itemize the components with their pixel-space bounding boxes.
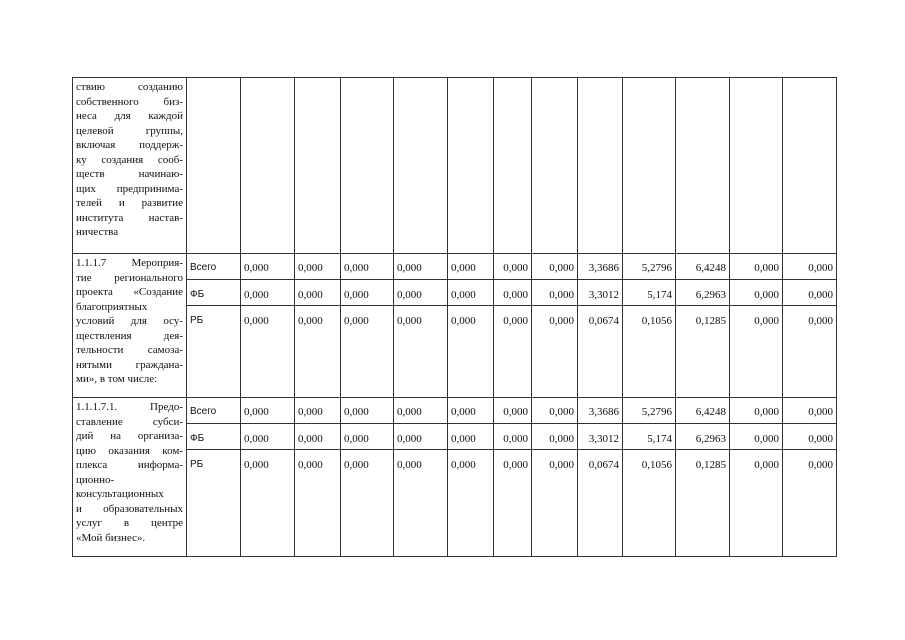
description-line: 1.1.1.7.1. Предо- (76, 401, 183, 413)
value-cell: 6,4248 (676, 398, 730, 424)
value-cell: 5,174 (623, 280, 676, 306)
description-line: ционно- (76, 473, 115, 486)
description-line: условий для осу- (76, 315, 183, 327)
value-cell: 0,000 (241, 306, 295, 398)
value-cell: 0,000 (448, 280, 494, 306)
value-cell: 5,2796 (623, 398, 676, 424)
empty-cell (187, 78, 241, 254)
value-cell: 0,000 (394, 280, 448, 306)
table-row (73, 424, 837, 450)
table-row (73, 450, 837, 557)
value-cell: 0,000 (730, 306, 783, 398)
value-cell: 0,000 (448, 306, 494, 398)
table-row (73, 306, 837, 398)
value-cell: 0,000 (394, 424, 448, 450)
description-line: 1.1.1.7 Мероприя- (76, 257, 183, 269)
value-cell: 5,174 (623, 424, 676, 450)
value-cell: 0,1285 (676, 450, 730, 557)
value-cell: 0,000 (341, 450, 394, 557)
description-line: «Мой бизнес». (76, 531, 146, 544)
value-cell: 6,2963 (676, 280, 730, 306)
value-cell: 0,000 (448, 424, 494, 450)
empty-cell (494, 78, 532, 254)
value-cell: 0,1056 (623, 306, 676, 398)
value-cell: 0,000 (532, 254, 578, 280)
value-cell: 3,3012 (578, 280, 623, 306)
funding-table (72, 77, 837, 557)
table-row (73, 254, 837, 280)
value-cell: 0,000 (532, 450, 578, 557)
empty-cell (295, 78, 341, 254)
value-cell: 3,3686 (578, 254, 623, 280)
value-cell: 0,000 (241, 450, 295, 557)
value-cell: 0,000 (494, 424, 532, 450)
value-cell: 0,0674 (578, 306, 623, 398)
value-cell: 0,000 (295, 398, 341, 424)
value-cell: 0,000 (532, 280, 578, 306)
description-line: ничества (76, 226, 119, 238)
value-cell: 0,000 (783, 424, 837, 450)
value-cell: 3,3686 (578, 398, 623, 424)
value-cell: 0,000 (241, 280, 295, 306)
empty-cell (623, 78, 676, 254)
description-line: дий на организа- (76, 430, 183, 442)
description-line: проекта «Создание (76, 286, 183, 298)
value-cell: 0,000 (341, 398, 394, 424)
description-line: благоприятных (76, 300, 148, 313)
value-cell: 0,000 (448, 254, 494, 280)
description-line: плекса информа- (76, 459, 183, 471)
value-cell: 0,000 (241, 254, 295, 280)
value-cell: 0,000 (394, 306, 448, 398)
empty-cell (730, 78, 783, 254)
value-cell: 0,000 (341, 280, 394, 306)
value-cell: 0,000 (394, 450, 448, 557)
description-line: тельности самоза- (76, 344, 183, 356)
description-line: целевой группы, (76, 124, 183, 137)
value-cell: 0,000 (783, 450, 837, 557)
value-cell: 0,000 (295, 306, 341, 398)
funding-source: Всего (187, 398, 241, 424)
value-cell: 0,000 (730, 280, 783, 306)
value-cell: 0,000 (730, 398, 783, 424)
table-row (73, 398, 837, 424)
description-line: телей и развитие (76, 197, 183, 209)
table-row (73, 78, 837, 254)
value-cell: 0,000 (394, 398, 448, 424)
value-cell: 0,000 (783, 398, 837, 424)
empty-cell (448, 78, 494, 254)
value-cell: 0,000 (394, 254, 448, 280)
description-line: цию оказания ком- (76, 444, 183, 457)
value-cell: 0,000 (494, 306, 532, 398)
empty-cell (676, 78, 730, 254)
funding-source: Всего (187, 254, 241, 280)
value-cell: 0,0674 (578, 450, 623, 557)
value-cell: 0,000 (241, 398, 295, 424)
value-cell: 0,1285 (676, 306, 730, 398)
description-line: ствию созданию (76, 81, 183, 93)
description-line: собственного биз- (76, 95, 183, 108)
value-cell: 0,000 (730, 254, 783, 280)
value-cell: 5,2796 (623, 254, 676, 280)
value-cell: 0,000 (532, 306, 578, 398)
funding-source: ФБ (187, 280, 241, 306)
value-cell: 0,000 (241, 424, 295, 450)
description-line: ществ начинаю- (76, 168, 183, 180)
value-cell: 0,000 (532, 398, 578, 424)
empty-cell (783, 78, 837, 254)
description-line: ставление субси- (76, 415, 183, 428)
empty-cell (394, 78, 448, 254)
value-cell: 0,000 (494, 254, 532, 280)
measure-description-cell (73, 254, 187, 398)
value-cell: 0,000 (295, 254, 341, 280)
funding-source: ФБ (187, 424, 241, 450)
value-cell: 0,1056 (623, 450, 676, 557)
value-cell: 0,000 (783, 254, 837, 280)
description-line: неса для каждой (76, 110, 183, 122)
description-line: тие регионального (76, 271, 183, 284)
value-cell: 6,4248 (676, 254, 730, 280)
description-line: нятыми граждана- (76, 358, 183, 371)
value-cell: 0,000 (448, 450, 494, 557)
value-cell: 0,000 (295, 280, 341, 306)
description-line: услуг в центре (76, 517, 183, 529)
description-line: ку создания сооб- (76, 153, 183, 166)
value-cell: 0,000 (341, 254, 394, 280)
empty-cell (578, 78, 623, 254)
empty-cell (241, 78, 295, 254)
measure-description-cell (73, 398, 187, 557)
value-cell: 0,000 (494, 450, 532, 557)
value-cell: 0,000 (730, 424, 783, 450)
continued-description-cell (73, 78, 187, 254)
description-line: ществления дея- (76, 329, 183, 342)
value-cell: 6,2963 (676, 424, 730, 450)
description-line: ми», в том числе: (76, 373, 158, 385)
value-cell: 3,3012 (578, 424, 623, 450)
value-cell: 0,000 (295, 424, 341, 450)
description-line: включая поддерж- (76, 139, 183, 151)
value-cell: 0,000 (532, 424, 578, 450)
empty-cell (532, 78, 578, 254)
value-cell: 0,000 (783, 306, 837, 398)
value-cell: 0,000 (783, 280, 837, 306)
value-cell: 0,000 (341, 306, 394, 398)
description-line: и образовательных (76, 502, 183, 515)
funding-source: РБ (187, 450, 241, 557)
empty-cell (341, 78, 394, 254)
description-line: института настав- (76, 211, 183, 224)
table-row (73, 280, 837, 306)
funding-source: РБ (187, 306, 241, 398)
value-cell: 0,000 (494, 280, 532, 306)
value-cell: 0,000 (730, 450, 783, 557)
value-cell: 0,000 (494, 398, 532, 424)
value-cell: 0,000 (448, 398, 494, 424)
description-line: щих предпринима- (76, 182, 183, 195)
description-line: консультационных (76, 488, 164, 500)
value-cell: 0,000 (295, 450, 341, 557)
value-cell: 0,000 (341, 424, 394, 450)
